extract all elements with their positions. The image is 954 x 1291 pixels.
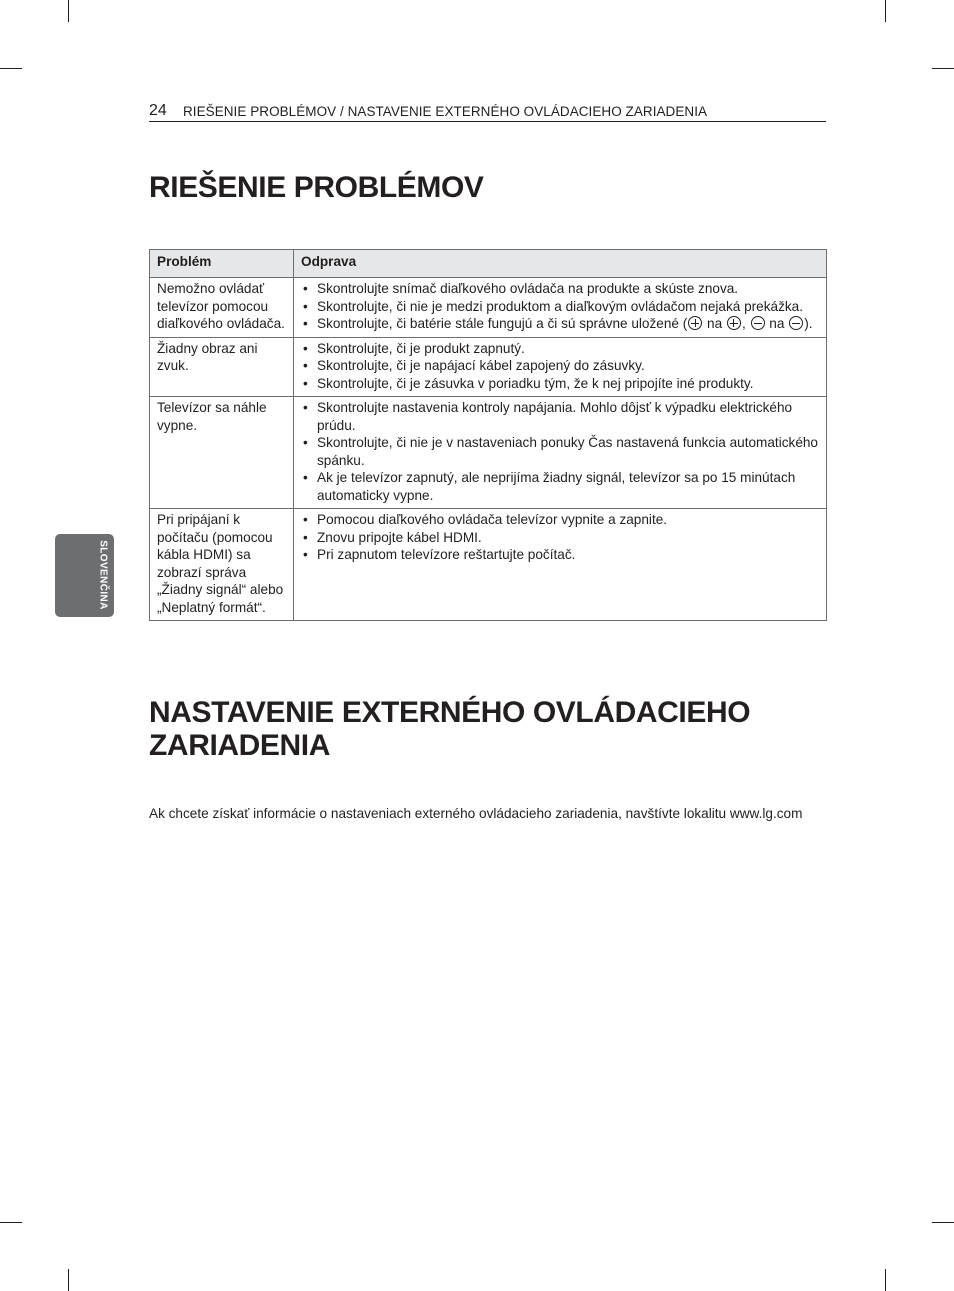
page-header xyxy=(149,101,826,122)
table-row xyxy=(150,397,827,509)
table-row xyxy=(150,509,827,621)
external-control-title: NASTAVENIE EXTERNÉHO OVLÁDACIEHO ZARIADENIA xyxy=(149,696,751,762)
problem-cell: Televízor sa náhle vypne. xyxy=(150,397,294,509)
solution-list xyxy=(301,280,819,333)
crop-mark xyxy=(932,1222,954,1223)
crop-mark xyxy=(885,1269,886,1291)
solution-cell xyxy=(294,278,827,338)
running-title: RIEŠENIE PROBLÉMOV / NASTAVENIE EXTERNÉHO OVLÁDACIEHO ZARIADENIA xyxy=(183,104,708,119)
solution-list xyxy=(301,511,819,564)
table-row xyxy=(150,337,827,397)
crop-mark xyxy=(932,68,954,69)
problem-cell: Nemožno ovládať televízor pomocou diaľkového ovládača. xyxy=(150,278,294,338)
battery-text-to: na xyxy=(703,316,726,331)
solution-item: • Pri zapnutom televízore reštartujte počítač. xyxy=(301,546,819,564)
solution-item: • Skontrolujte, či nie je medzi produktom a diaľkovým ovládačom nejaká prekážka. xyxy=(301,298,819,316)
problem-cell: Žiadny obraz ani zvuk. xyxy=(150,337,294,397)
solution-item: • Ak je televízor zapnutý, ale neprijíma žiadny signál, televízor sa po 15 minútach automaticky vypne. xyxy=(301,469,819,504)
solution-cell xyxy=(294,509,827,621)
solution-item: • Skontrolujte nastavenia kontroly napájania. Mohlo dôjsť k výpadku elektrického prúdu. xyxy=(301,399,819,434)
troubleshooting-table xyxy=(149,249,827,621)
solution-item: • Skontrolujte, či nie je v nastaveniach ponuky Čas nastavená funkcia automatického spánku. xyxy=(301,434,819,469)
solution-item xyxy=(301,315,819,333)
page-number: 24 xyxy=(149,102,167,119)
solution-list xyxy=(301,340,819,393)
crop-mark xyxy=(885,0,886,22)
plus-terminal-icon xyxy=(727,316,741,330)
solution-item: • Skontrolujte, či je zásuvka v poriadku tým, že k nej pripojíte iné produkty. xyxy=(301,375,819,393)
minus-terminal-icon xyxy=(789,316,803,330)
battery-text-to: na xyxy=(765,316,789,331)
column-header-solution: Odprava xyxy=(294,250,827,278)
external-control-body: Ak chcete získať informácie o nastaveniach externého ovládacieho zariadenia, navštívte lokalitu www.lg.com xyxy=(149,806,803,821)
battery-text-start: Skontrolujte, či batérie stále fungujú a či sú správne uložené ( xyxy=(317,316,688,331)
plus-terminal-icon xyxy=(688,316,702,330)
troubleshooting-title: RIEŠENIE PROBLÉMOV xyxy=(149,171,484,204)
battery-text-end: ). xyxy=(804,316,813,331)
solution-cell xyxy=(294,337,827,397)
minus-terminal-icon xyxy=(751,316,765,330)
solution-item: • Skontrolujte snímač diaľkového ovládača na produkte a skúste znova. xyxy=(301,280,819,298)
crop-mark xyxy=(0,68,22,69)
solution-item: • Skontrolujte, či je produkt zapnutý. xyxy=(301,340,819,358)
solution-item: • Znovu pripojte kábel HDMI. xyxy=(301,529,819,547)
table-header-row xyxy=(150,250,827,278)
table-row xyxy=(150,278,827,338)
solution-list xyxy=(301,399,819,504)
column-header-problem: Problém xyxy=(150,250,294,278)
problem-cell: Pri pripájaní k počítaču (pomocou kábla HDMI) sa zobrazí správa „Žiadny signál“ alebo „Neplatný formát“. xyxy=(150,509,294,621)
solution-item: • Skontrolujte, či je napájací kábel zapojený do zásuvky. xyxy=(301,357,819,375)
solution-item: • Pomocou diaľkového ovládača televízor vypnite a zapnite. xyxy=(301,511,819,529)
battery-text-separator: , xyxy=(741,316,750,331)
solution-cell xyxy=(294,397,827,509)
language-tab-label: SLOVENČINA xyxy=(97,540,109,610)
crop-mark xyxy=(68,1269,69,1291)
crop-mark xyxy=(0,1222,22,1223)
crop-mark xyxy=(68,0,69,22)
